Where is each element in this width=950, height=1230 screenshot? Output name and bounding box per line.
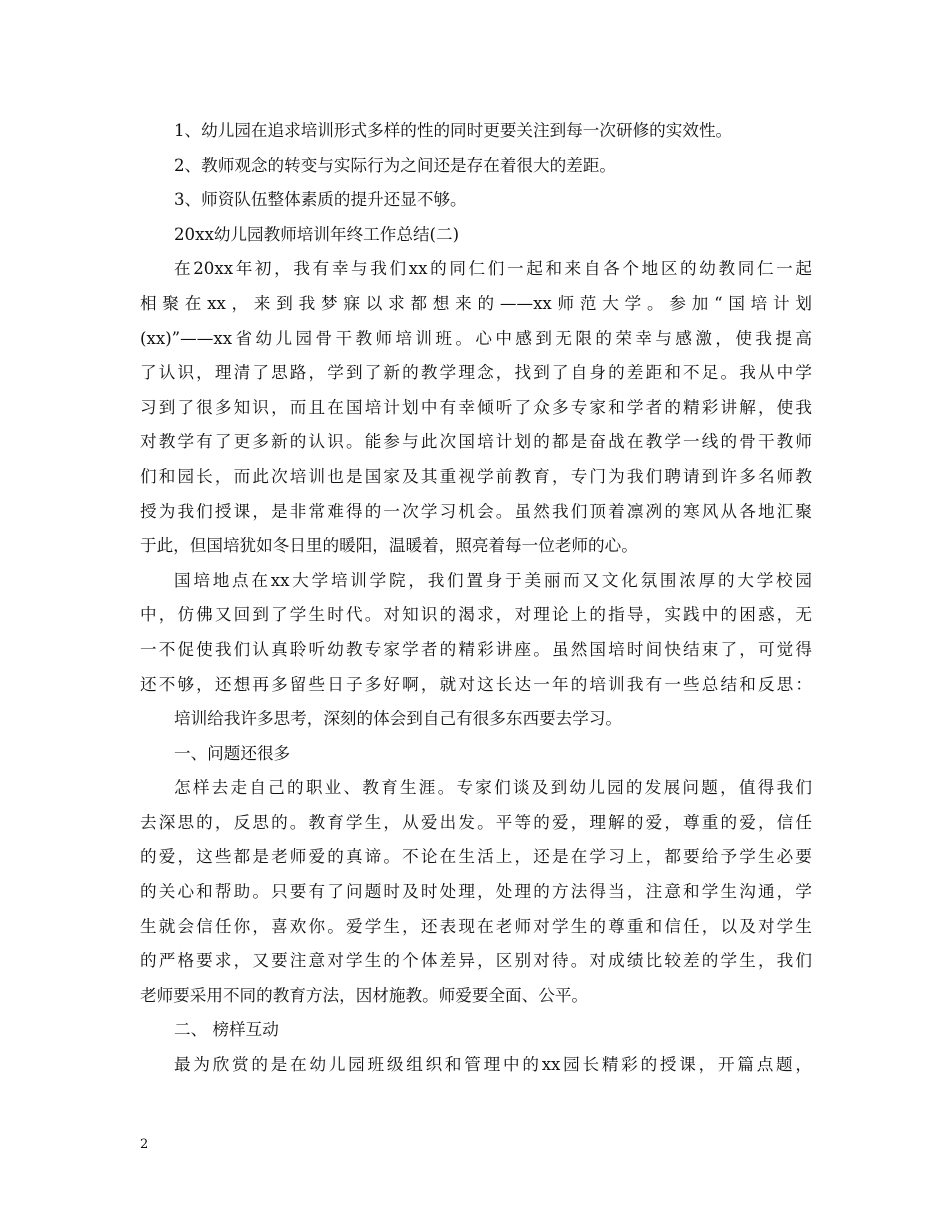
text-line: 3、师资队伍整体素质的提升还显不够。 xyxy=(174,190,467,210)
text-line: 最为欣赏的是在幼儿园班级组织和管理中的xx园长精彩的授课，开篇点题， xyxy=(174,1055,812,1075)
text-line: 去深思的，反思的。教育学生，从爱出发。平等的爱，理解的爱，尊重的爱，信任 xyxy=(140,812,812,832)
text-line: (xx)”——xx省幼儿园骨干教师培训班。心中感到无限的荣幸与感激，使我提高 xyxy=(140,328,812,348)
text-line: 怎样去走自己的职业、教育生涯。专家们谈及到幼儿园的发展问题，值得我们 xyxy=(174,778,812,798)
text-line: 20xx幼儿园教师培训年终工作总结(二) xyxy=(174,224,460,244)
text-line: 们和园长，而此次培训也是国家及其重视学前教育，专门为我们聘请到许多名师教 xyxy=(140,466,812,486)
document-body xyxy=(140,114,812,1083)
text-line: 的关心和帮助。只要有了问题时及时处理，处理的方法得当，注意和学生沟通，学 xyxy=(140,882,812,902)
text-line: 培训给我许多思考，深刻的体会到自己有很多东西要去学习。 xyxy=(174,709,623,729)
text-line: 国培地点在xx大学培训学院，我们置身于美丽而又文化氛围浓厚的大学校园 xyxy=(174,570,812,590)
text-line: 1、幼儿园在追求培训形式多样的性的同时更要关注到每一次研修的实效性。 xyxy=(174,121,733,140)
text-line: 相聚在xx，来到我梦寐以求都想来的——xx师范大学。参加“国培计划 xyxy=(140,293,812,313)
text-line: 一不促使我们认真聆听幼教专家学者的精彩讲座。虽然国培时间快结束了，可觉得 xyxy=(140,639,812,659)
text-line: 了认识，理清了思路，学到了新的教学理念，找到了自身的差距和不足。我从中学 xyxy=(140,363,812,383)
page-number: 2 xyxy=(140,1137,149,1152)
text-line: 在20xx年初，我有幸与我们xx的同仁们一起和来自各个地区的幼教同仁一起 xyxy=(174,259,812,279)
text-line: 的爱，这些都是老师爱的真谛。不论在生活上，还是在学习上，都要给予学生必要 xyxy=(140,847,812,867)
text-line: 还不够，还想再多留些日子多好啊，就对这长达一年的培训我有一些总结和反思： xyxy=(140,674,812,694)
text-line: 老师要采用不同的教育方法，因材施教。师爱要全面、公平。 xyxy=(140,985,589,1005)
text-line: 习到了很多知识，而且在国培计划中有幸倾听了众多专家和学者的精彩讲解，使我 xyxy=(140,397,812,417)
text-line: 对教学有了更多新的认识。能参与此次国培计划的都是奋战在教学一线的骨干教师 xyxy=(140,432,812,452)
text-line: 一、问题还很多 xyxy=(174,743,291,763)
text-line: 授为我们授课，是非常难得的一次学习机会。虽然我们顶着凛冽的寒风从各地汇聚 xyxy=(140,501,812,521)
text-line: 二、 榜样互动 xyxy=(174,1020,279,1040)
text-line: 于此，但国培犹如冬日里的暖阳，温暖着，照亮着每一位老师的心。 xyxy=(140,536,638,556)
text-line: 中，仿佛又回到了学生时代。对知识的渴求，对理论上的指导，实践中的困惑，无 xyxy=(140,605,812,625)
text-line: 的严格要求，又要注意对学生的个体差异，区别对待。对成绩比较差的学生，我们 xyxy=(140,951,812,971)
text-line: 2、教师观念的转变与实际行为之间还是存在着很大的差距。 xyxy=(174,155,616,175)
text-line: 生就会信任你，喜欢你。爱学生，还表现在老师对学生的尊重和信任，以及对学生 xyxy=(140,916,812,936)
